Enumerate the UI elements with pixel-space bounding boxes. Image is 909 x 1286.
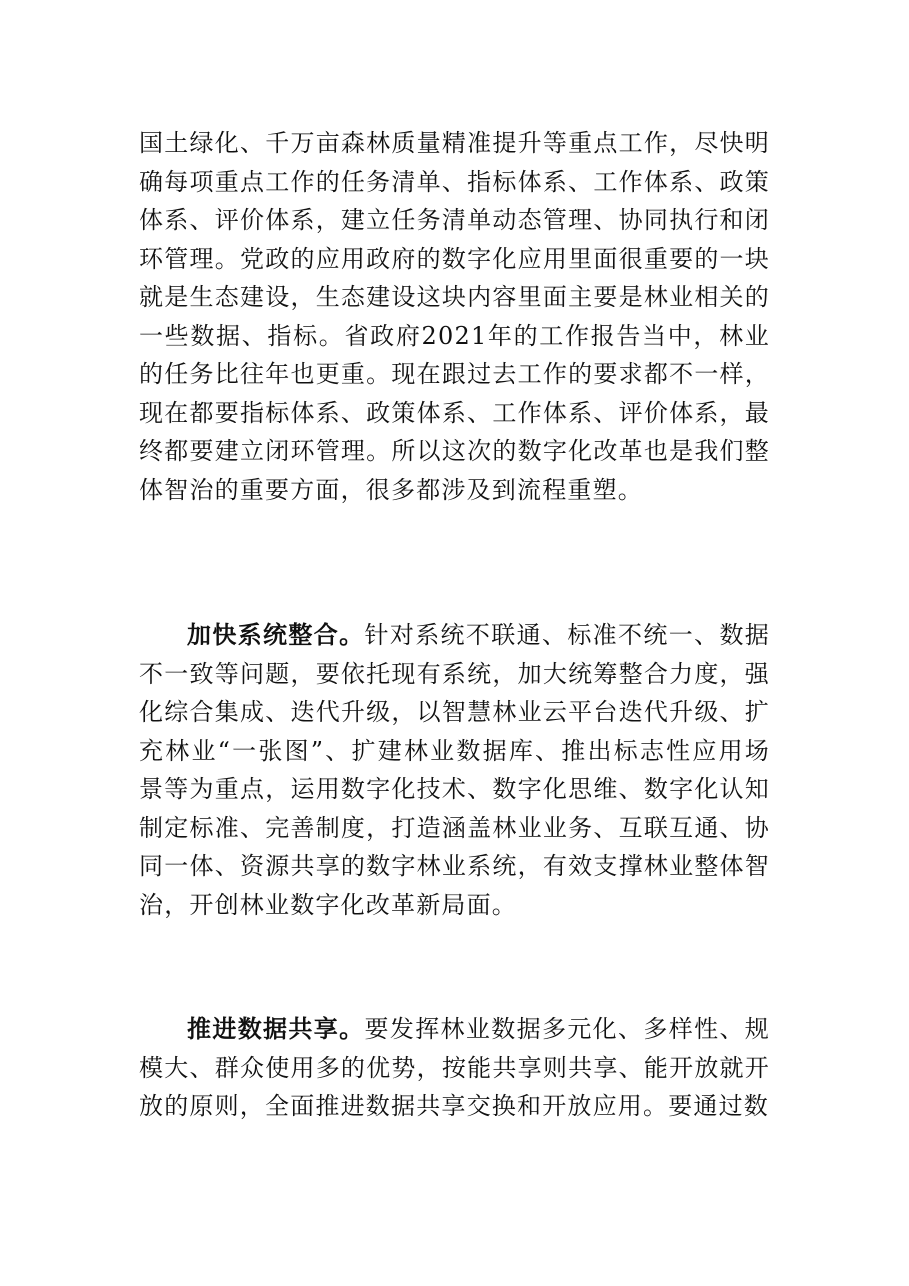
paragraph-1-body: 国土绿化、千万亩森林质量精准提升等重点工作，尽快明确每项重点工作的任务清单、指标体系、工作体系、政策体系、评价体系，建立任务清单动态管理、协同执行和闭环管理。党政的应用政府的数字化应用里面很重要的一块就是生态建设，生态建设这块内容里面主要是林业相关的一些数据、指标。省政府2021年的工作报告当中，林业的任务比往年也更重。现在跟过去工作的要求都不一样，现在都要指标体系、政策体系、工作体系、评价体系，最终都要建立闭环管理。所以这次的数字化改革也是我们整体智治的重要方面，很多都涉及到流程重塑。 <box>139 129 770 504</box>
paragraph-3-body: 要发挥林业数据多元化、多样性、规模大、群众使用多的优势，按能共享则共享、能开放就开放的原则，全面推进数据共享交换和开放应用。要通过数 <box>139 1015 770 1120</box>
paragraph-2-body: 针对系统不联通、标准不统一、数据不一致等问题，要依托现有系统，加大统筹整合力度，强化综合集成、迭代升级，以智慧林业云平台迭代升级、扩充林业“一张图”、扩建林业数据库、推出标志性应用场景等为重点，运用数字化技术、数字化思维、数字化认知制定标准、完善制度，打造涵盖林业业务、互联互通、协同一体、资源共享的数字林业系统，有效支撑林业整体智治，开创林业数字化改革新局面。 <box>139 621 770 919</box>
paragraph-1 <box>139 124 770 509</box>
paragraph-3-lead: 推进数据共享。 <box>187 1014 365 1043</box>
paragraph-3 <box>139 1010 770 1126</box>
paragraph-2 <box>139 616 770 924</box>
paragraph-2-lead: 加快系统整合。 <box>187 620 365 649</box>
